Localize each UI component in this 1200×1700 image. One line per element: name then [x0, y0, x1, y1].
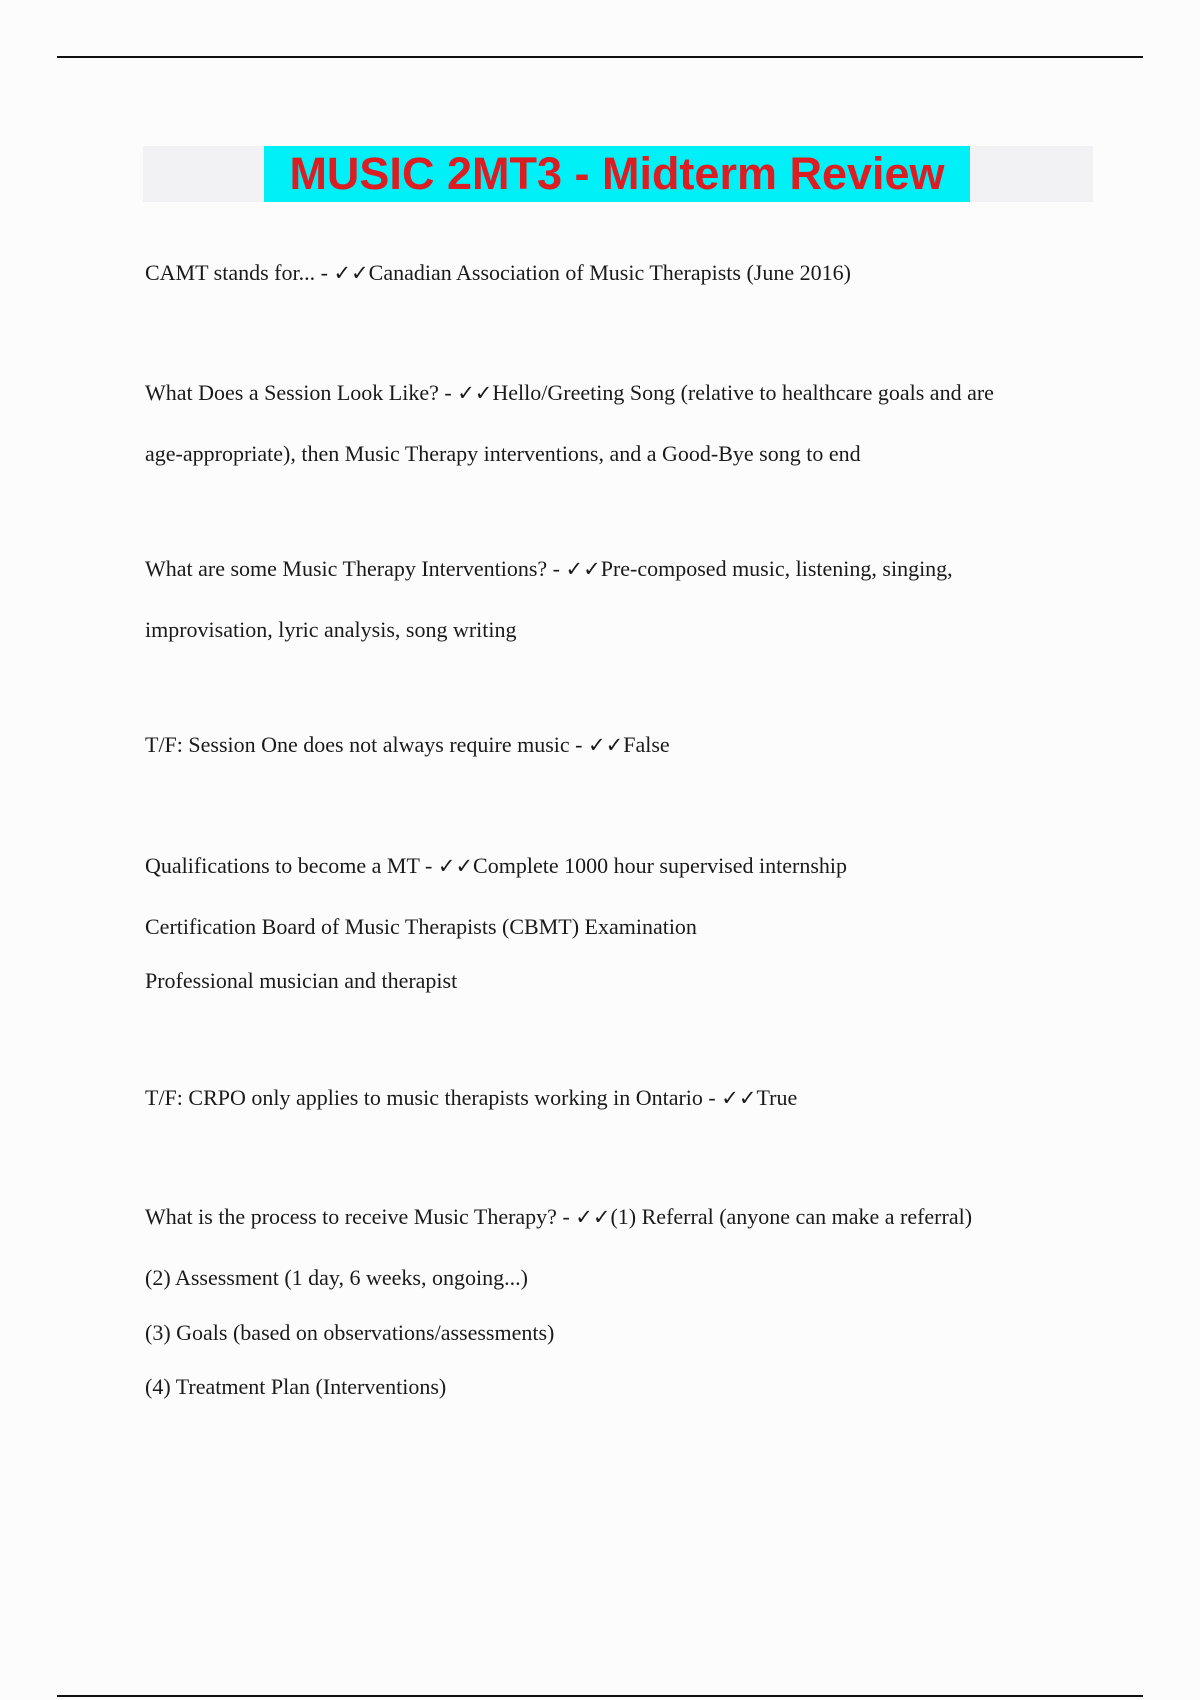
qa-item-3: [145, 556, 953, 582]
double-check-icon: ✓✓: [575, 1205, 611, 1229]
answer-text: Complete 1000 hour supervised internship: [473, 853, 847, 878]
top-rule: [57, 56, 1143, 58]
answer-text: False: [623, 732, 670, 757]
question-text: What is the process to receive Music Therapy? -: [145, 1204, 576, 1229]
double-check-icon: ✓✓: [565, 557, 601, 581]
answer-text: (1) Referral (anyone can make a referral): [610, 1204, 973, 1229]
answer-continuation: (2) Assessment (1 day, 6 weeks, ongoing...): [145, 1265, 528, 1290]
question-text: Qualifications to become a MT -: [145, 853, 438, 878]
answer-continuation: Professional musician and therapist: [145, 968, 458, 993]
double-check-icon: ✓✓: [333, 261, 369, 285]
answer-continuation: age-appropriate), then Music Therapy interventions, and a Good-Bye song to end: [145, 441, 861, 466]
double-check-icon: ✓✓: [588, 733, 624, 757]
double-check-icon: ✓✓: [437, 854, 474, 878]
qa-item-2: [145, 380, 994, 406]
answer-text: Hello/Greeting Song (relative to healthcare goals and are: [492, 380, 994, 405]
question-text: What Does a Session Look Like? -: [145, 380, 458, 405]
document-title: MUSIC 2MT3 - Midterm Review: [289, 148, 945, 199]
qa-item-6: [145, 1085, 797, 1111]
bottom-rule: [57, 1695, 1143, 1697]
question-text: T/F: Session One does not always require music -: [145, 732, 588, 757]
qa-item-4: [145, 732, 670, 758]
answer-text: True: [756, 1085, 798, 1110]
answer-text: Canadian Association of Music Therapists (June 2016): [368, 260, 851, 285]
double-check-icon: ✓✓: [457, 381, 493, 405]
question-text: CAMT stands for... -: [145, 260, 334, 285]
answer-continuation: improvisation, lyric analysis, song writing: [145, 617, 517, 642]
question-text: What are some Music Therapy Interventions? -: [145, 556, 566, 581]
double-check-icon: ✓✓: [721, 1086, 757, 1110]
qa-item-5: [145, 853, 847, 879]
answer-continuation: (3) Goals (based on observations/assessments): [145, 1320, 555, 1345]
answer-continuation: (4) Treatment Plan (Interventions): [145, 1374, 447, 1399]
answer-continuation: Certification Board of Music Therapists (CBMT) Examination: [145, 914, 697, 939]
qa-item-7: [145, 1204, 972, 1230]
answer-text: Pre-composed music, listening, singing,: [600, 556, 953, 581]
question-text: T/F: CRPO only applies to music therapists working in Ontario -: [145, 1085, 722, 1110]
qa-item-1: [145, 260, 851, 286]
